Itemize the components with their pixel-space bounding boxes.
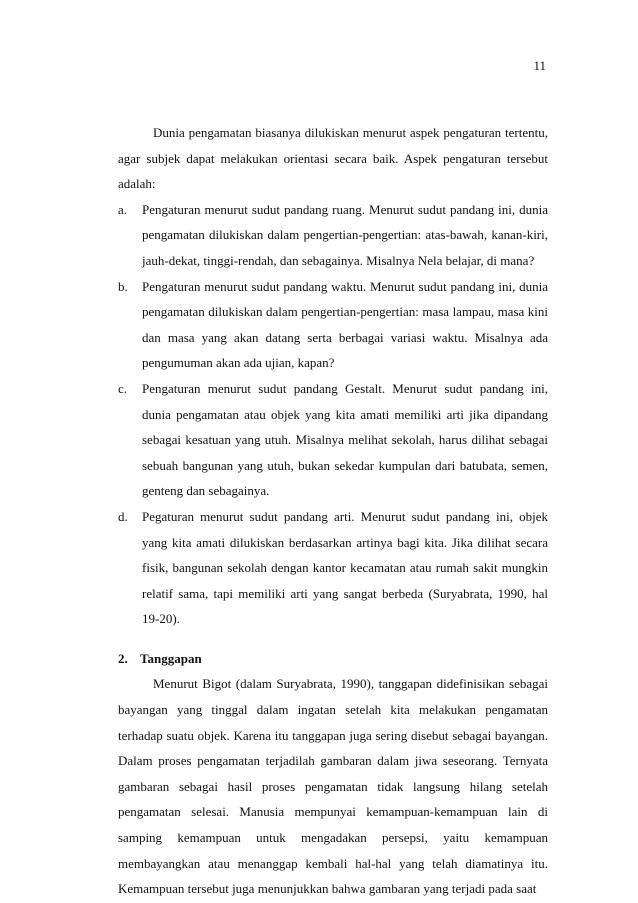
section-title: Tanggapan	[140, 650, 202, 666]
list-marker: b.	[118, 278, 128, 294]
list-item-text: Pengaturan menurut sudut pandang Gestalt. Menurut sudut pandang ini, dunia pengamatan atau objek yang kita amati memiliki arti jika dipandang sebagai kesatuan yang utuh. Misalnya melihat sekolah, harus dilihat sebagai sebuah bangunan yang utuh, bukan sekedar kumpulan dari batubata, semen, genteng dan sebagainya.	[142, 380, 548, 499]
intro-paragraph: Dunia pengamatan biasanya dilukiskan menurut aspek pengaturan tertentu, agar subjek dapat melakukan orientasi secara baik. Aspek pengaturan tersebut adalah:	[118, 125, 548, 192]
list-item	[118, 376, 548, 504]
list-marker: a.	[118, 201, 128, 217]
section-number: 2.	[118, 650, 128, 666]
section-paragraph: Menurut Bigot (dalam Suryabrata, 1990), tanggapan didefinisikan sebagai bayangan yang tinggal dalam ingatan setelah kita melakukan pengamatan terhadap suatu objek. Karena itu tanggapan juga sering disebut sebagai bayangan. Dalam proses pengamatan terjadilah gambaran dalam jiwa seseorang. Ternyata gambaran sebagai hasil proses pengamatan tidak langsung hilang setelah pengamatan selesai. Manusia mempunyai kemampuan-kemampuan lain di samping kemampuan untuk mengadakan persepsi, yaitu kemampuan membayangkan atau menanggap kembali hal-hal yang telah diamatinya itu. Kemampuan tersebut juga menunjukkan bahwa gambaran yang terjadi pada saat	[118, 676, 548, 897]
list-item-text: Pengaturan menurut sudut pandang waktu. Menurut sudut pandang ini, dunia pengamatan dilukiskan dalam pengertian-pengertian: masa lampau, masa kini dan masa yang akan datang serta berbagai variasi waktu. Misalnya ada pengumuman akan ada ujian, kapan?	[142, 278, 548, 371]
document-body	[118, 120, 548, 902]
page-number: 11	[533, 58, 546, 73]
list-item-text: Pegaturan menurut sudut pandang arti. Menurut sudut pandang ini, objek yang kita amati dilukiskan berdasarkan artinya bagi kita. Jika dilihat secara fisik, bangunan sekolah dengan kantor kecamatan atau rumah sakit mungkin relatif sama, tapi memiliki arti yang sangat berbeda (Suryabrata, 1990, hal 19-20).	[142, 508, 548, 627]
list-item-text: Pengaturan menurut sudut pandang ruang. Menurut sudut pandang ini, dunia pengamatan dilukiskan dalam pengertian-pengertian: atas-bawah, kanan-kiri, jauh-dekat, tinggi-rendah, dan sebagainya. Misalnya Nela belajar, di mana?	[142, 201, 548, 268]
list-marker: c.	[118, 380, 128, 396]
list-item	[118, 274, 548, 376]
list-item	[118, 504, 548, 632]
aspect-list	[118, 197, 548, 632]
list-item	[118, 197, 548, 274]
list-marker: d.	[118, 508, 128, 524]
section-heading	[118, 646, 548, 672]
